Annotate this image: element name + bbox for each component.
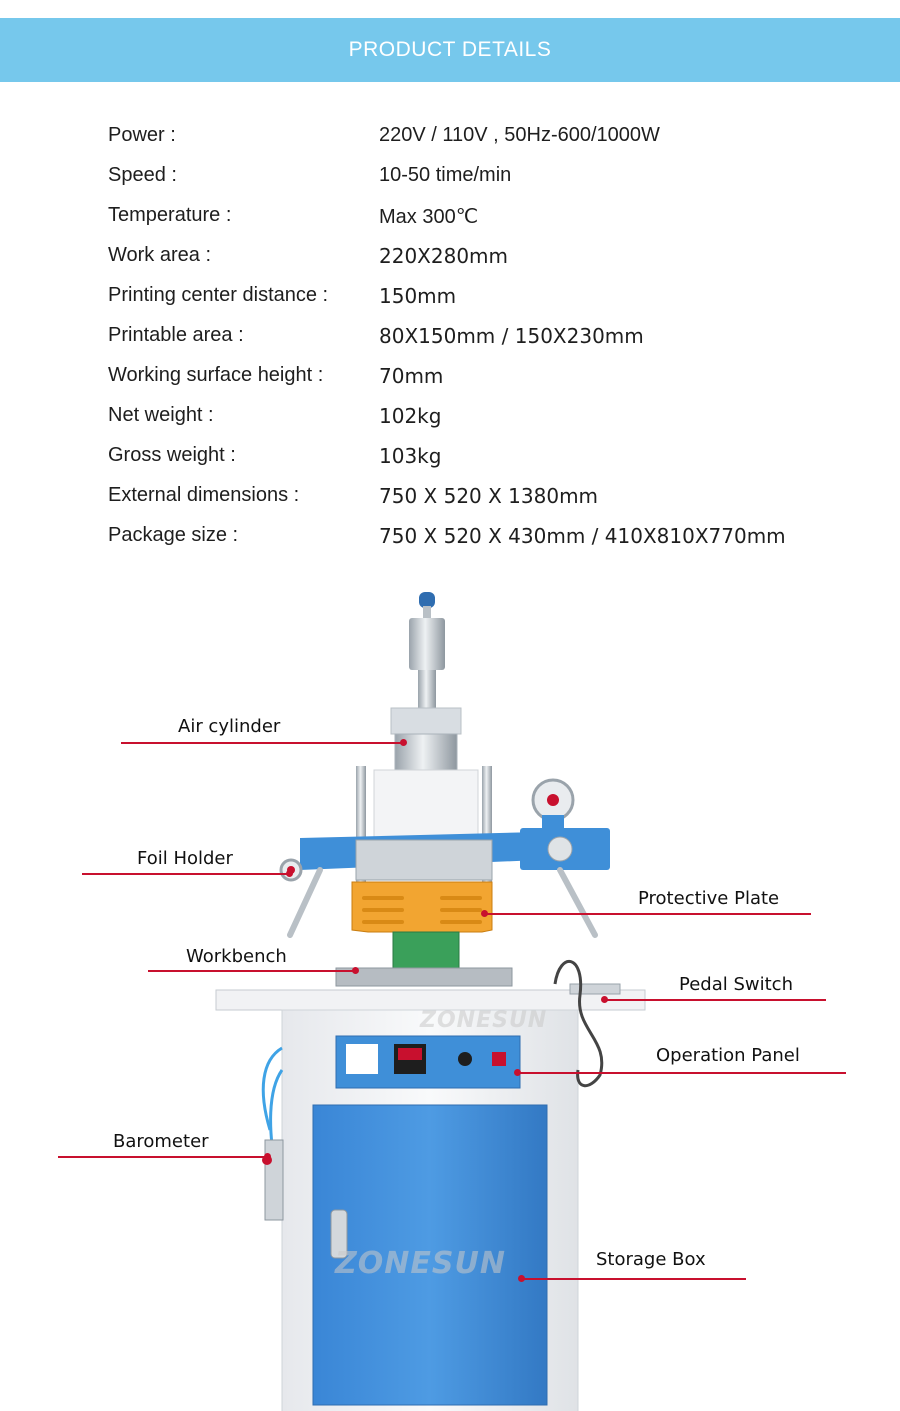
- callout-line-barometer: [58, 1156, 268, 1158]
- callout-dot-storage-box: [518, 1275, 525, 1282]
- spec-row-work-area: [108, 238, 868, 278]
- callout-line-pedal-switch: [604, 999, 826, 1001]
- spec-value: 103kg: [379, 444, 442, 468]
- callout-storage-box: Storage Box: [596, 1249, 706, 1270]
- watermark-logo: ZONESUN: [420, 1008, 548, 1033]
- callout-line-workbench: [148, 970, 358, 972]
- callout-barometer: Barometer: [113, 1131, 209, 1152]
- callout-dot-barometer: [264, 1153, 271, 1160]
- callout-air-cylinder: Air cylinder: [178, 716, 281, 737]
- callout-protective-plate: Protective Plate: [638, 888, 780, 909]
- callout-dot-foil-holder: [286, 870, 293, 877]
- callout-dot-pedal-switch: [601, 996, 608, 1003]
- spec-label: Gross weight :: [108, 444, 236, 466]
- callout-dot-protective-plate: [481, 910, 488, 917]
- callout-line-storage-box: [521, 1278, 746, 1280]
- spec-value: 750 X 520 X 1380mm: [379, 484, 599, 508]
- spec-row-gross-weight: [108, 438, 868, 478]
- watermark-logo-door: ZONESUN: [335, 1246, 506, 1281]
- heating-head: [356, 840, 492, 880]
- spec-value: 102kg: [379, 404, 442, 428]
- machine-diagram: [0, 570, 900, 1411]
- spec-label: Working surface height :: [108, 364, 324, 386]
- spec-value: 70mm: [379, 364, 444, 388]
- spec-label: Temperature :: [108, 204, 232, 226]
- spec-row-power: [108, 118, 868, 158]
- spec-value: 80X150mm / 150X230mm: [379, 324, 644, 348]
- spec-row-printable-area: [108, 318, 868, 358]
- spec-list: [108, 118, 868, 558]
- spec-label: Printing center distance :: [108, 284, 329, 306]
- piston-rod: [409, 592, 445, 710]
- spec-label: Work area :: [108, 244, 211, 266]
- spec-value: 150mm: [379, 284, 457, 308]
- spec-value: 220V / 110V , 50Hz-600/1000W: [379, 124, 660, 146]
- operation-panel: [336, 1036, 520, 1088]
- barometer: [262, 1140, 283, 1220]
- callout-line-protective-plate: [484, 913, 811, 915]
- callout-line-air-cylinder: [121, 742, 405, 744]
- air-cylinder: [374, 708, 478, 844]
- spec-value: 750 X 520 X 430mm / 410X810X770mm: [379, 524, 786, 548]
- spec-row-net-weight: [108, 398, 868, 438]
- spec-label: Speed :: [108, 164, 177, 186]
- spec-value: 220X280mm: [379, 244, 509, 268]
- page-title: PRODUCT DETAILS: [348, 38, 552, 61]
- callout-foil-holder: Foil Holder: [137, 848, 233, 869]
- callout-operation-panel: Operation Panel: [656, 1045, 800, 1066]
- spec-label: Power :: [108, 124, 176, 146]
- spec-label: Net weight :: [108, 404, 214, 426]
- callout-line-operation-panel: [517, 1072, 846, 1074]
- callout-line-foil-holder: [82, 873, 290, 875]
- spec-label: Package size :: [108, 524, 239, 546]
- callout-pedal-switch: Pedal Switch: [679, 974, 793, 995]
- spec-row-package-size: [108, 518, 868, 558]
- callout-workbench: Workbench: [186, 946, 287, 967]
- spec-row-working-surface-height: [108, 358, 868, 398]
- spec-value: Max 300℃: [379, 206, 479, 228]
- callout-dot-workbench: [352, 967, 359, 974]
- spec-row-printing-center-distance: [108, 278, 868, 318]
- callout-dot-air-cylinder: [400, 739, 407, 746]
- header-banner: [0, 18, 900, 82]
- spec-row-external-dimensions: [108, 478, 868, 518]
- spec-value: 10-50 time/min: [379, 164, 512, 186]
- callout-dot-operation-panel: [514, 1069, 521, 1076]
- spec-label: Printable area :: [108, 324, 244, 346]
- spec-label: External dimensions :: [108, 484, 300, 506]
- printing-die: [393, 932, 459, 970]
- spec-row-temperature: [108, 198, 868, 238]
- protective-plate: [352, 882, 492, 932]
- spec-row-speed: [108, 158, 868, 198]
